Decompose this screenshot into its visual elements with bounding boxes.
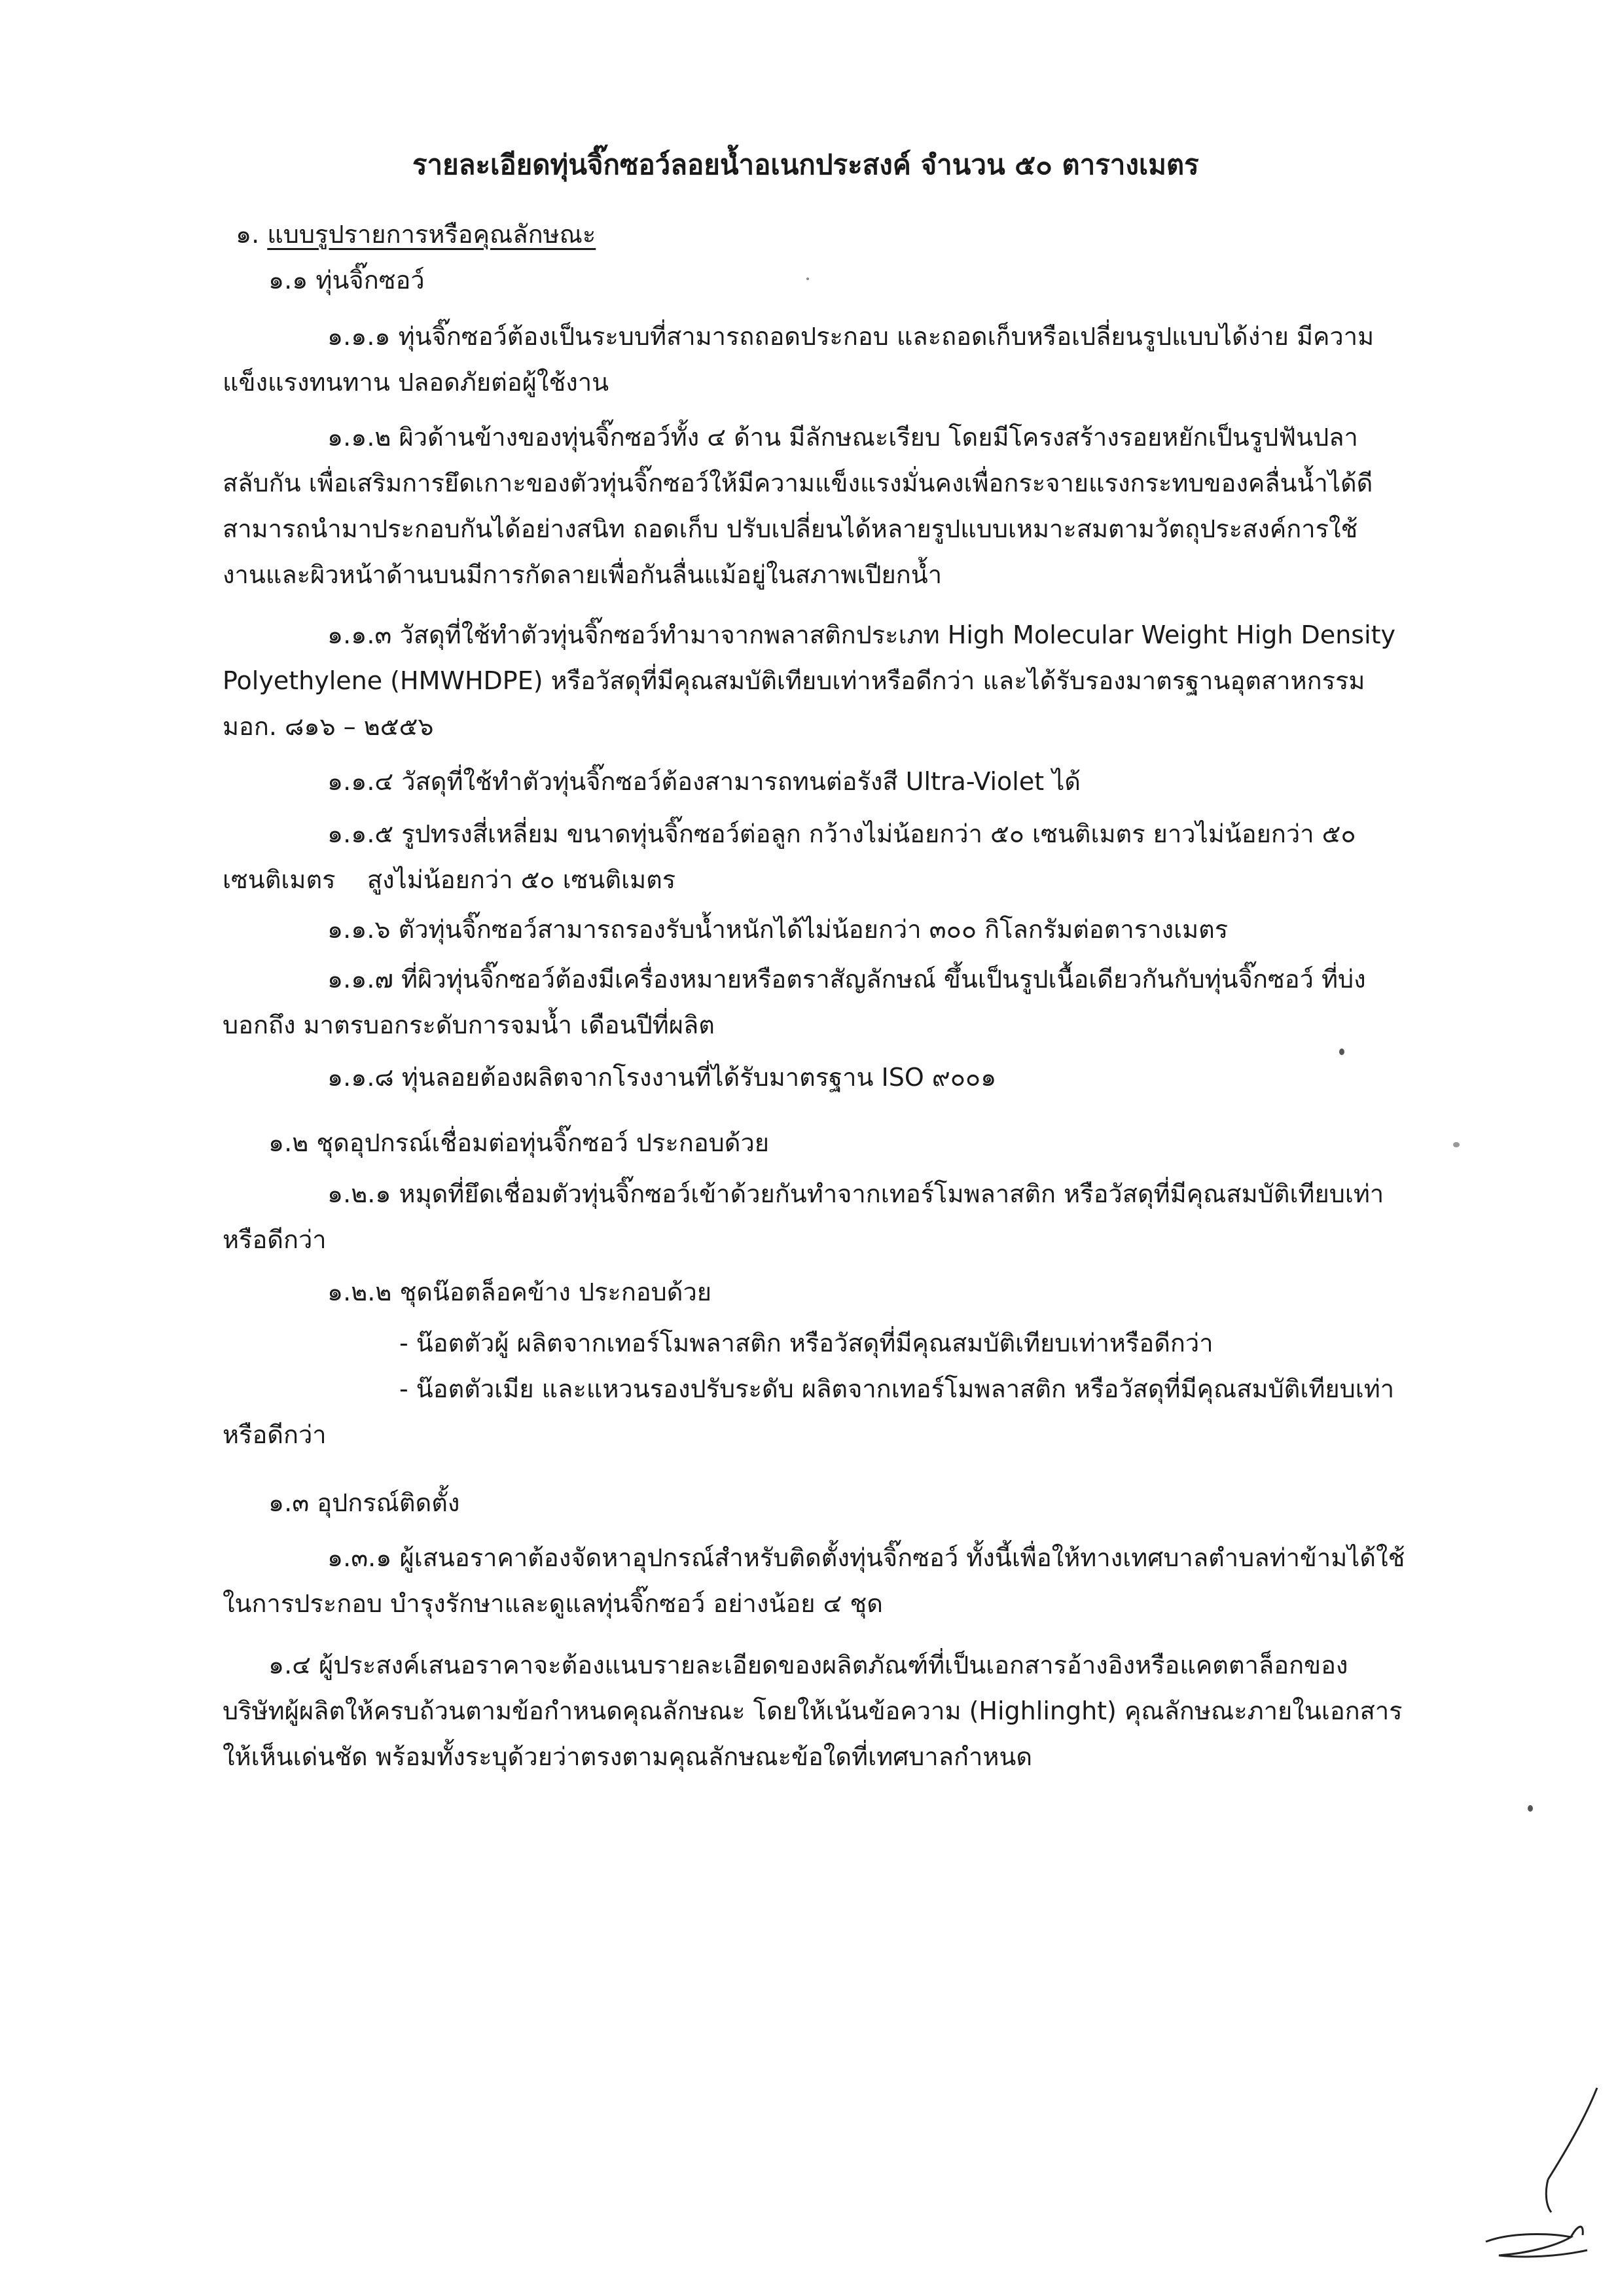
scan-speck bbox=[1453, 1142, 1460, 1147]
paragraph-1-1-1-line-1: ๑.๑.๑ ทุ่นจิ๊กซอว์ต้องเป็นระบบที่สามารถถอดประกอบ และถอดเก็บหรือเปลี่ยนรูปแบบได้ง่าย มีความ bbox=[327, 322, 1375, 351]
paragraph-1-1-6: ๑.๑.๖ ตัวทุ่นจิ๊กซอว์สามารถรองรับน้ำหนักได้ไม่น้อยกว่า ๓๐๐ กิโลกรัมต่อตารางเมตร bbox=[327, 915, 1229, 944]
paragraph-1-1-2-line-1: ๑.๑.๒ ผิวด้านข้างของทุ่นจิ๊กซอว์ทั้ง ๔ ด้าน มีลักษณะเรียบ โดยมีโครงสร้างรอยหยักเป็นรูปฟันปลา bbox=[327, 423, 1358, 452]
section-1-2-heading: ๑.๒ ชุดอุปกรณ์เชื่อมต่อทุ่นจิ๊กซอว์ ประกอบด้วย bbox=[268, 1128, 770, 1157]
bullet-female-nut-line-2: หรือดีกว่า bbox=[223, 1420, 327, 1449]
paragraph-1-1-7-line-1: ๑.๑.๗ ที่ผิวทุ่นจิ๊กซอว์ต้องมีเครื่องหมายหรือตราสัญลักษณ์ ขึ้นเป็นรูปเนื้อเดียวกันกับทุ่นจิ๊กซอว์ ที่บ่ง bbox=[327, 965, 1366, 994]
paragraph-1-1-5-line-2: เซนติเมตร สูงไม่น้อยกว่า ๕๐ เซนติเมตร bbox=[223, 865, 676, 894]
paragraph-1-1-2-line-3: สามารถนำมาประกอบกันได้อย่างสนิท ถอดเก็บ ปรับเปลี่ยนได้หลายรูปแบบเหมาะสมตามวัตถุประสงค์การใช้ bbox=[223, 514, 1358, 543]
paragraph-1-2-1-line-1: ๑.๒.๑ หมุดที่ยึดเชื่อมตัวทุ่นจิ๊กซอว์เข้าด้วยกันทำจากเทอร์โมพลาสติก หรือวัสดุที่มีคุณสมบัติเทียบเท่า bbox=[327, 1179, 1384, 1208]
paragraph-1-1-2-line-2: สลับกัน เพื่อเสริมการยึดเกาะของตัวทุ่นจิ๊กซอว์ให้มีความแข็งแรงมั่นคงเพื่อกระจายแรงกระทบของคลื่นน้ำได้ดี bbox=[223, 469, 1373, 497]
paragraph-1-4-line-1: ๑.๔ ผู้ประสงค์เสนอราคาจะต้องแนบรายละเอียดของผลิตภัณฑ์ที่เป็นเอกสารอ้างอิงหรือแคตตาล็อกของ bbox=[268, 1651, 1348, 1679]
section-1-1-heading: ๑.๑ ทุ่นจิ๊กซอว์ bbox=[268, 266, 425, 295]
paragraph-1-1-2-line-4: งานและผิวหน้าด้านบนมีการกัดลายเพื่อกันลื่นแม้อยู่ในสภาพเปียกน้ำ bbox=[223, 560, 943, 589]
paragraph-1-4-line-2: บริษัทผู้ผลิตให้ครบถ้วนตามข้อกำหนดคุณลักษณะ โดยให้เน้นข้อความ (Highlinght) คุณลักษณะภายในเอกสาร bbox=[223, 1696, 1403, 1725]
scan-speck bbox=[806, 278, 809, 280]
paragraph-1-1-7-line-2: บอกถึง มาตรบอกระดับการจมน้ำ เดือนปีที่ผลิต bbox=[223, 1011, 715, 1039]
section-1-number: ๑. bbox=[236, 220, 260, 249]
paragraph-1-1-3-line-2: Polyethylene (HMWHDPE) หรือวัสดุที่มีคุณสมบัติเทียบเท่าหรือดีกว่า และได้รับรองมาตรฐานอุตสาหกรรม bbox=[223, 666, 1365, 695]
document-title: รายละเอียดทุ่นจิ๊กซอว์ลอยน้ำอเนกประสงค์ จำนวน ๕๐ ตารางเมตร bbox=[412, 149, 1199, 181]
paragraph-1-4-line-3: ให้เห็นเด่นชัด พร้อมทั้งระบุด้วยว่าตรงตามคุณลักษณะข้อใดที่เทศบาลกำหนด bbox=[223, 1742, 1033, 1771]
bullet-male-nut: - น๊อตตัวผู้ ผลิตจากเทอร์โมพลาสติก หรือวัสดุที่มีคุณสมบัติเทียบเท่าหรือดีกว่า bbox=[399, 1329, 1214, 1357]
scan-speck bbox=[1339, 1049, 1344, 1055]
section-1-3-heading: ๑.๓ อุปกรณ์ติดตั้ง bbox=[268, 1488, 460, 1517]
handwritten-signature bbox=[1473, 2081, 1604, 2278]
scan-speck bbox=[1528, 1805, 1533, 1812]
section-1-title: แบบรูปรายการหรือคุณลักษณะ bbox=[267, 220, 596, 249]
paragraph-1-1-3-line-3: มอก. ๘๑๖ – ๒๕๕๖ bbox=[223, 712, 434, 741]
paragraph-1-3-1-line-1: ๑.๓.๑ ผู้เสนอราคาต้องจัดหาอุปกรณ์สำหรับติดตั้งทุ่นจิ๊กซอว์ ทั้งนี้เพื่อให้ทางเทศบาลตำบลท่าข้ามได้ใช้ bbox=[327, 1543, 1405, 1572]
paragraph-1-1-8: ๑.๑.๘ ทุ่นลอยต้องผลิตจากโรงงานที่ได้รับมาตรฐาน ISO ๙๐๐๑ bbox=[327, 1063, 997, 1092]
paragraph-1-1-3-line-1: ๑.๑.๓ วัสดุที่ใช้ทำตัวทุ่นจิ๊กซอว์ทำมาจากพลาสติกประเภท High Molecular Weight High Density bbox=[327, 620, 1396, 649]
paragraph-1-3-1-line-2: ในการประกอบ บำรุงรักษาและดูแลทุ่นจิ๊กซอว์ อย่างน้อย ๔ ชุด bbox=[223, 1589, 883, 1618]
paragraph-1-2-1-line-2: หรือดีกว่า bbox=[223, 1225, 327, 1254]
paragraph-1-1-4: ๑.๑.๔ วัสดุที่ใช้ทำตัวทุ่นจิ๊กซอว์ต้องสามารถทนต่อรังสี Ultra-Violet ได้ bbox=[327, 767, 1081, 796]
paragraph-1-1-1-line-2: แข็งแรงทนทาน ปลอดภัยต่อผู้ใช้งาน bbox=[223, 368, 609, 397]
section-1-heading bbox=[236, 219, 596, 250]
bullet-female-nut-line-1: - น๊อตตัวเมีย และแหวนรองปรับระดับ ผลิตจากเทอร์โมพลาสติก หรือวัสดุที่มีคุณสมบัติเทียบเท่า bbox=[399, 1374, 1395, 1403]
paragraph-1-1-5-line-1: ๑.๑.๕ รูปทรงสี่เหลี่ยม ขนาดทุ่นจิ๊กซอว์ต่อลูก กว้างไม่น้อยกว่า ๕๐ เซนติเมตร ยาวไม่น้อยกว่า ๕๐ bbox=[327, 819, 1356, 848]
paragraph-1-2-2: ๑.๒.๒ ชุดน๊อตล็อคข้าง ประกอบด้วย bbox=[327, 1278, 712, 1306]
